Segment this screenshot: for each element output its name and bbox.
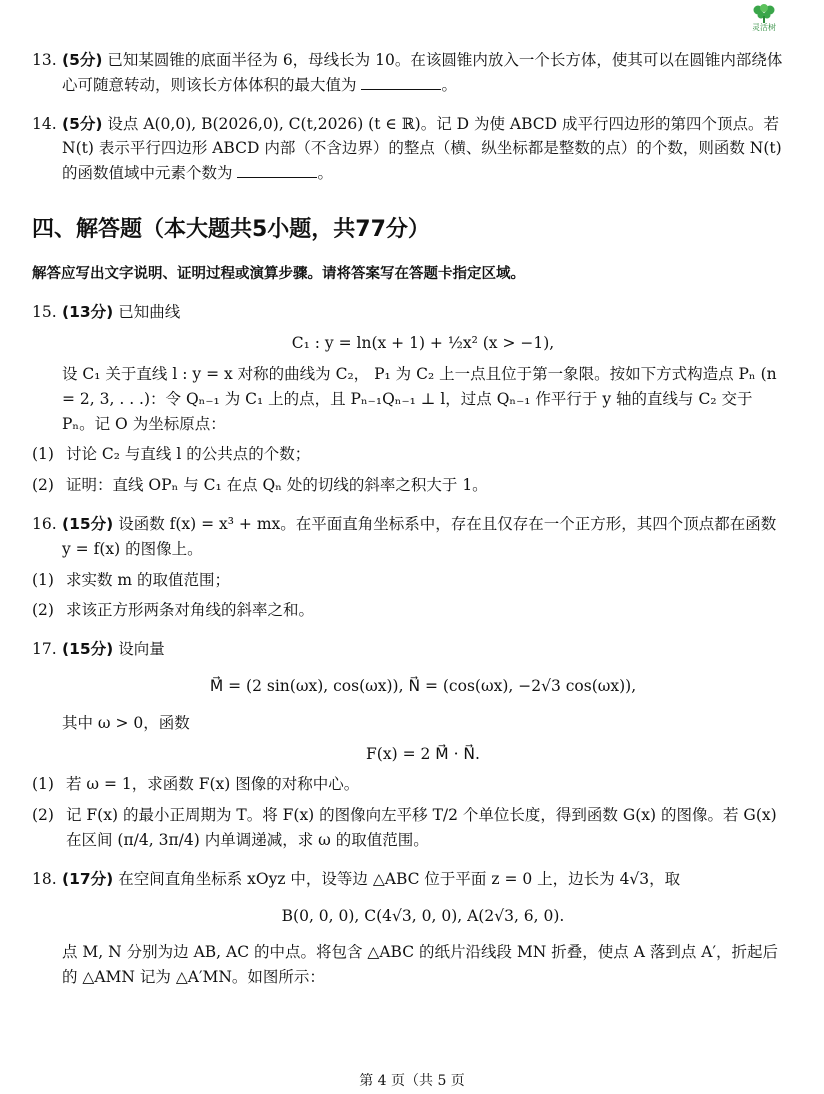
question-number: 13. (32, 51, 57, 69)
formula-vectors: M⃗ = (2 sin(ωx), cos(ωx)), N⃗ = (cos(ωx), −2√3 cos(ωx)), (209, 676, 637, 695)
sub-question-2 (32, 473, 784, 498)
question-text: 在空间直角坐标系 xOyz 中，设等边 △ABC 位于平面 z = 0 上，边长为 4√3，取 (118, 869, 681, 888)
answer-blank (237, 163, 317, 178)
brand-logo (744, 4, 784, 33)
question-text-2: 点 M, N 分别为边 AB, AC 的中点。将包含 △ABC 的纸片沿线段 MN 折叠，使点 A 落到点 A′，折起后的 △AMN 记为 △A′MN。如图所示： (62, 943, 778, 987)
question-16 (32, 512, 784, 623)
sub-number: (2) (32, 476, 54, 495)
sub-question-1 (32, 772, 784, 797)
sub-number: (2) (32, 601, 54, 620)
formula-points: B(0, 0, 0), C(4√3, 0, 0), A(2√3, 6, 0). (281, 906, 565, 925)
question-number: 17. (32, 640, 57, 659)
sub-number: (1) (32, 775, 54, 794)
sub-number: (1) (32, 570, 54, 589)
tree-logo-icon (751, 4, 777, 24)
question-score: (13分) (62, 303, 114, 322)
sub-number: (2) (32, 806, 54, 825)
sub-text: 讨论 C₂ 与直线 l 的公共点的个数； (66, 445, 311, 464)
sub-number: (1) (32, 445, 54, 464)
question-number: 14. (32, 114, 57, 133)
question-intro: 设向量 (118, 640, 165, 659)
question-text: 已知某圆锥的底面半径为 6，母线长为 10。在该圆锥内放入一个长方体，使其可以在圆锥内部绕体心可随意转动，则该长方体体积的最大值为 (62, 51, 783, 94)
sub-text: 记 F(x) 的最小正周期为 T。将 F(x) 的图像向左平移 T/2 个单位长度，得到函数 G(x) 的图像。若 G(x) 在区间 (π/4, 3π/4) 内单调递减，求 ω 的取值范围。 (66, 806, 777, 849)
section-instruction: 解答应写出文字说明、证明过程或演算步骤。请将答案写在答题卡指定区域。 (32, 266, 525, 283)
question-15 (32, 300, 784, 498)
formula-F: F(x) = 2 M⃗ · N⃗. (366, 744, 480, 763)
question-text: 设点 A(0,0), B(2026,0), C(t,2026) (t ∈ ℝ)。记 D 为使 ABCD 成平行四边形的第四个顶点。若 N(t) 表示平行四边形 ABCD 内部（不含边界）的整点（横、纵坐标都是整数的点）的个数，则函数 N(t) 的函数值域中元素个数为 (62, 114, 782, 183)
sub-question-1 (32, 568, 784, 593)
question-text: 设 C₁ 关于直线 l : y = x 对称的曲线为 C₂， P₁ 为 C₂ 上一点且位于第一象限。按如下方式构造点 Pₙ (n = 2, 3, . . .)：令 Qₙ₋₁ 为 C₁ 上的点，且 Pₙ₋₁Qₙ₋₁ ⊥ l，过点 Qₙ₋₁ 作平行于 y 轴的直线与 C₂ 交于 Pₙ。记 O 为坐标原点： (62, 364, 777, 433)
sub-question-2 (32, 598, 784, 623)
sub-text: 证明：直线 OPₙ 与 C₁ 在点 Qₙ 处的切线的斜率之积大于 1。 (66, 476, 488, 495)
page-content (32, 48, 784, 1004)
question-text: 设函数 f(x) = x³ + mx。在平面直角坐标系中，存在且仅存在一个正方形，其四个顶点都在函数 y = f(x) 的图像上。 (62, 514, 777, 558)
sub-question-2 (32, 803, 784, 853)
question-18 (32, 867, 784, 990)
sub-text: 若 ω = 1，求函数 F(x) 图像的对称中心。 (66, 775, 360, 794)
question-intro: 已知曲线 (118, 303, 181, 322)
question-number: 15. (32, 303, 57, 322)
question-score: (5分) (62, 51, 103, 69)
question-13 (32, 48, 784, 98)
sub-text: 求该正方形两条对角线的斜率之和。 (66, 601, 315, 620)
period: 。 (317, 164, 333, 183)
sub-question-1 (32, 442, 784, 467)
section-title: 四、解答题（本大题共5小题，共77分） (32, 216, 430, 242)
question-text: 其中 ω > 0，函数 (62, 713, 190, 732)
answer-blank (361, 75, 441, 90)
question-score: (17分) (62, 869, 114, 888)
question-score: (15分) (62, 640, 114, 659)
page-footer: 第 4 页（共 5 页 (359, 1072, 465, 1089)
logo-text: 灵活树 (752, 23, 776, 32)
formula-c1: C₁ : y = ln(x + 1) + ½x² (x > −1), (291, 334, 555, 353)
question-score: (15分) (62, 514, 114, 533)
period: 。 (441, 75, 457, 94)
question-14 (32, 112, 784, 186)
sub-text: 求实数 m 的取值范围； (66, 570, 231, 589)
question-number: 18. (32, 869, 57, 888)
question-17 (32, 637, 784, 853)
question-score: (5分) (62, 114, 103, 133)
question-number: 16. (32, 514, 57, 533)
